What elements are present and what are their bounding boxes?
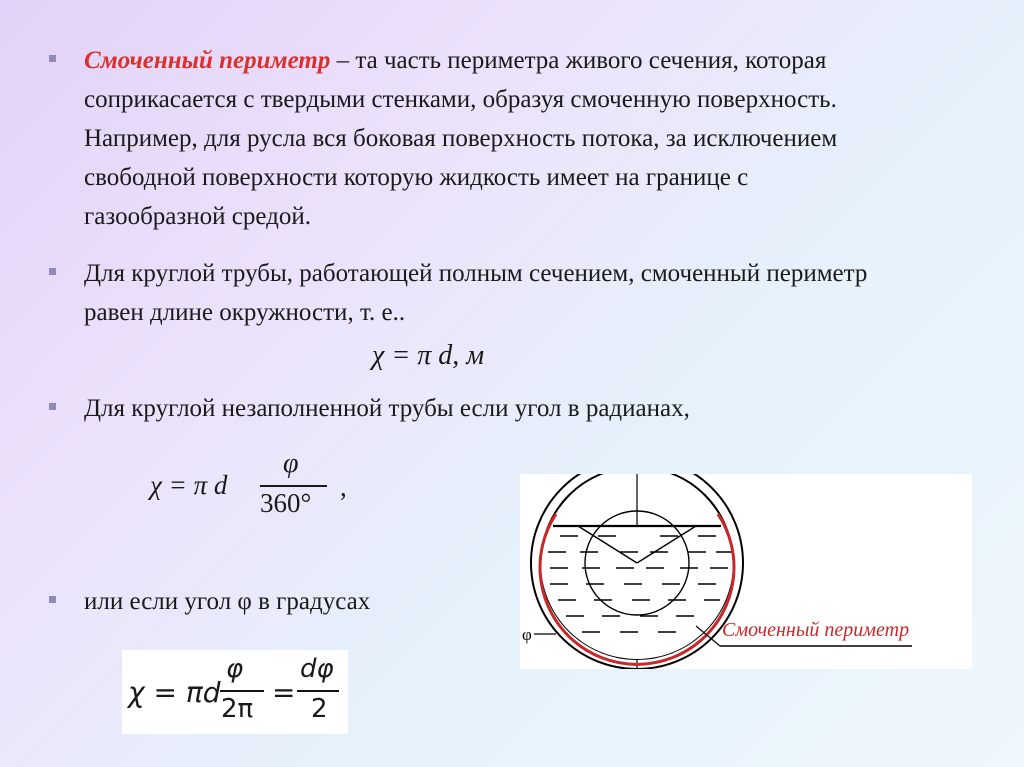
formula-partial-numerator: φ [283, 448, 299, 479]
paragraph-2-line-1: Для круглой трубы, работающей полным сечением, смоченный периметр [84, 260, 868, 287]
formula-partial-denominator: 360° [260, 488, 312, 518]
radian-den2: 2 [311, 694, 328, 724]
fraction-bar [260, 485, 327, 487]
pipe-cross-section-figure [520, 474, 972, 669]
paragraph-1-line-2: соприкасается с твердыми стенками, образуя смоченную поверхность. [84, 86, 837, 113]
paragraph-1-line-5: газообразной средой. [84, 203, 311, 230]
bullet-3 [49, 403, 56, 410]
radian-bar-2 [297, 690, 339, 692]
paragraph-full-pipe [84, 254, 984, 332]
paragraph-3-line-1: Для круглой незаполненной трубы если угол в радианах, [84, 395, 690, 422]
term-wetted-perimeter: Смоченный периметр [84, 47, 331, 74]
formula-partial-lhs: χ = π d [150, 470, 228, 500]
formula-radian-box [122, 650, 348, 734]
paragraph-1-line-3: Например, для русла вся боковая поверхность потока, за исключением [84, 125, 838, 152]
radian-num2: dφ [300, 654, 334, 684]
paragraph-1-line-1-text: – та часть периметра живого сечения, которая [330, 47, 827, 74]
angle-label: φ [522, 625, 532, 644]
paragraph-4-line-1: или если угол φ в градусах [84, 588, 371, 615]
paragraph-2-line-2: равен длине окружности, т. е.. [84, 299, 406, 326]
radian-equals: = [272, 676, 296, 709]
paragraph-degrees [84, 582, 484, 621]
bullet-2 [49, 268, 56, 275]
radian-bar-1 [220, 690, 264, 692]
formula-partial-pipe [150, 450, 370, 530]
formula-partial-comma: , [340, 472, 347, 502]
bullet-4 [49, 596, 56, 603]
radian-lhs: χ = πd [128, 676, 221, 709]
bullet-1 [49, 55, 56, 62]
paragraph-1-line-4: свободной поверхности которую жидкость имеет на границе с [84, 164, 749, 191]
paragraph-wetted-perimeter-definition [84, 41, 984, 236]
pipe-diagram [520, 474, 972, 669]
formula-full-pipe: χ = π d, м [372, 340, 485, 371]
liquid-fill [520, 526, 760, 669]
paragraph-partial-pipe [84, 389, 984, 428]
wetted-perimeter-label: Смоченный периметр [722, 619, 910, 641]
radian-den1: 2π [221, 694, 254, 724]
paragraph-1-line-1 [84, 41, 984, 80]
radian-num1: φ [226, 654, 244, 684]
